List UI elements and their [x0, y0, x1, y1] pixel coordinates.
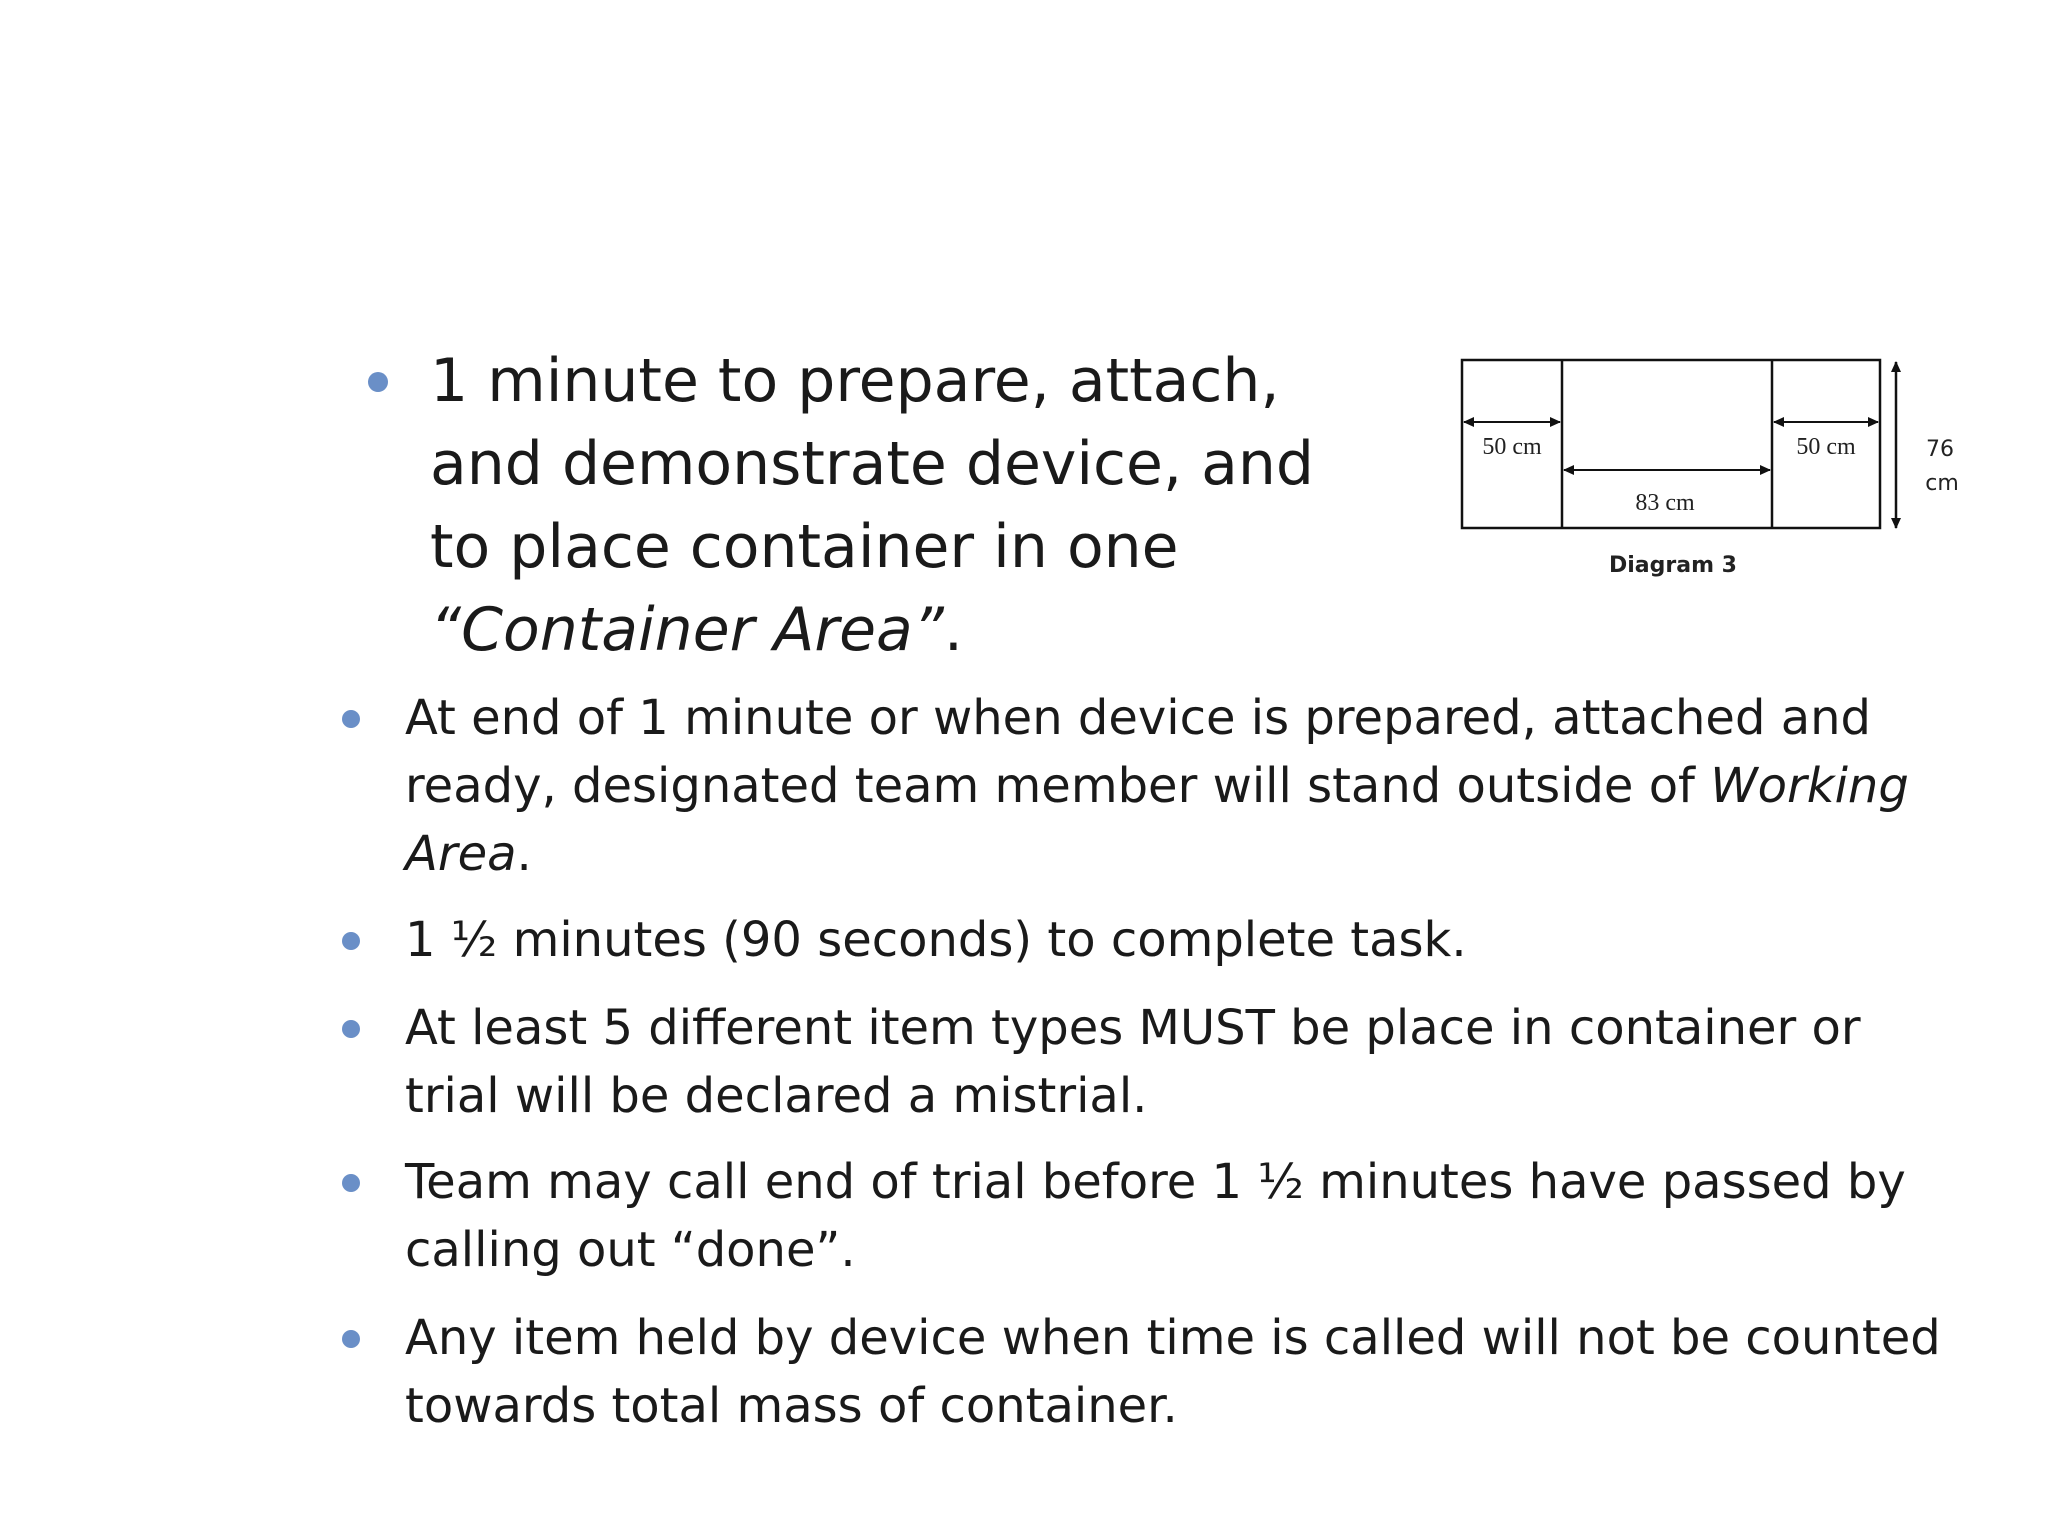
bullet-italic-term: Working Area: [405, 758, 1909, 882]
bullet-dot: [342, 1330, 360, 1348]
bullet-text: At least 5 different item types MUST be place in container or trial will be declared a mistrial.: [405, 1000, 1861, 1124]
bullet-task-time: [405, 906, 1945, 974]
bullet-held-items: [405, 1304, 1945, 1440]
middle-dimension-label: 83 cm: [1635, 490, 1695, 516]
bullet-text-end: .: [943, 595, 963, 665]
container-area-diagram: [1460, 352, 2000, 592]
bullet-text-end: .: [516, 826, 532, 882]
bullet-text: 1 ½ minutes (90 seconds) to complete task.: [405, 912, 1467, 968]
bullet-item-types: [405, 994, 1945, 1130]
bullet-end-of-trial: [405, 1148, 1945, 1284]
height-dimension-value: 76: [1926, 437, 1954, 462]
diagram-caption: Diagram 3: [1609, 553, 1737, 578]
bullet-italic-term: “Container Area”: [430, 595, 944, 665]
right-dimension-label: 50 cm: [1796, 434, 1856, 460]
bullet-text: 1 minute to prepare, attach, and demonstrate device, and to place container in one: [430, 346, 1314, 582]
bullet-dot: [342, 1174, 360, 1192]
bullet-dot: [342, 710, 360, 728]
bullet-dot: [342, 932, 360, 950]
bullet-dot: [342, 1020, 360, 1038]
bullet-working-area: [405, 684, 1945, 888]
bullet-text: Team may call end of trial before 1 ½ minutes have passed by calling out “done”.: [405, 1154, 1906, 1278]
left-dimension-label: 50 cm: [1482, 434, 1542, 460]
height-dimension-unit: cm: [1925, 471, 1959, 496]
bullet-text: Any item held by device when time is called will not be counted towards total mass of container.: [405, 1310, 1941, 1434]
bullet-container-area: [430, 340, 1390, 672]
bullet-dot: [368, 372, 388, 392]
bullet-text: At end of 1 minute or when device is prepared, attached and ready, designated team member will stand outside of: [405, 690, 1871, 814]
